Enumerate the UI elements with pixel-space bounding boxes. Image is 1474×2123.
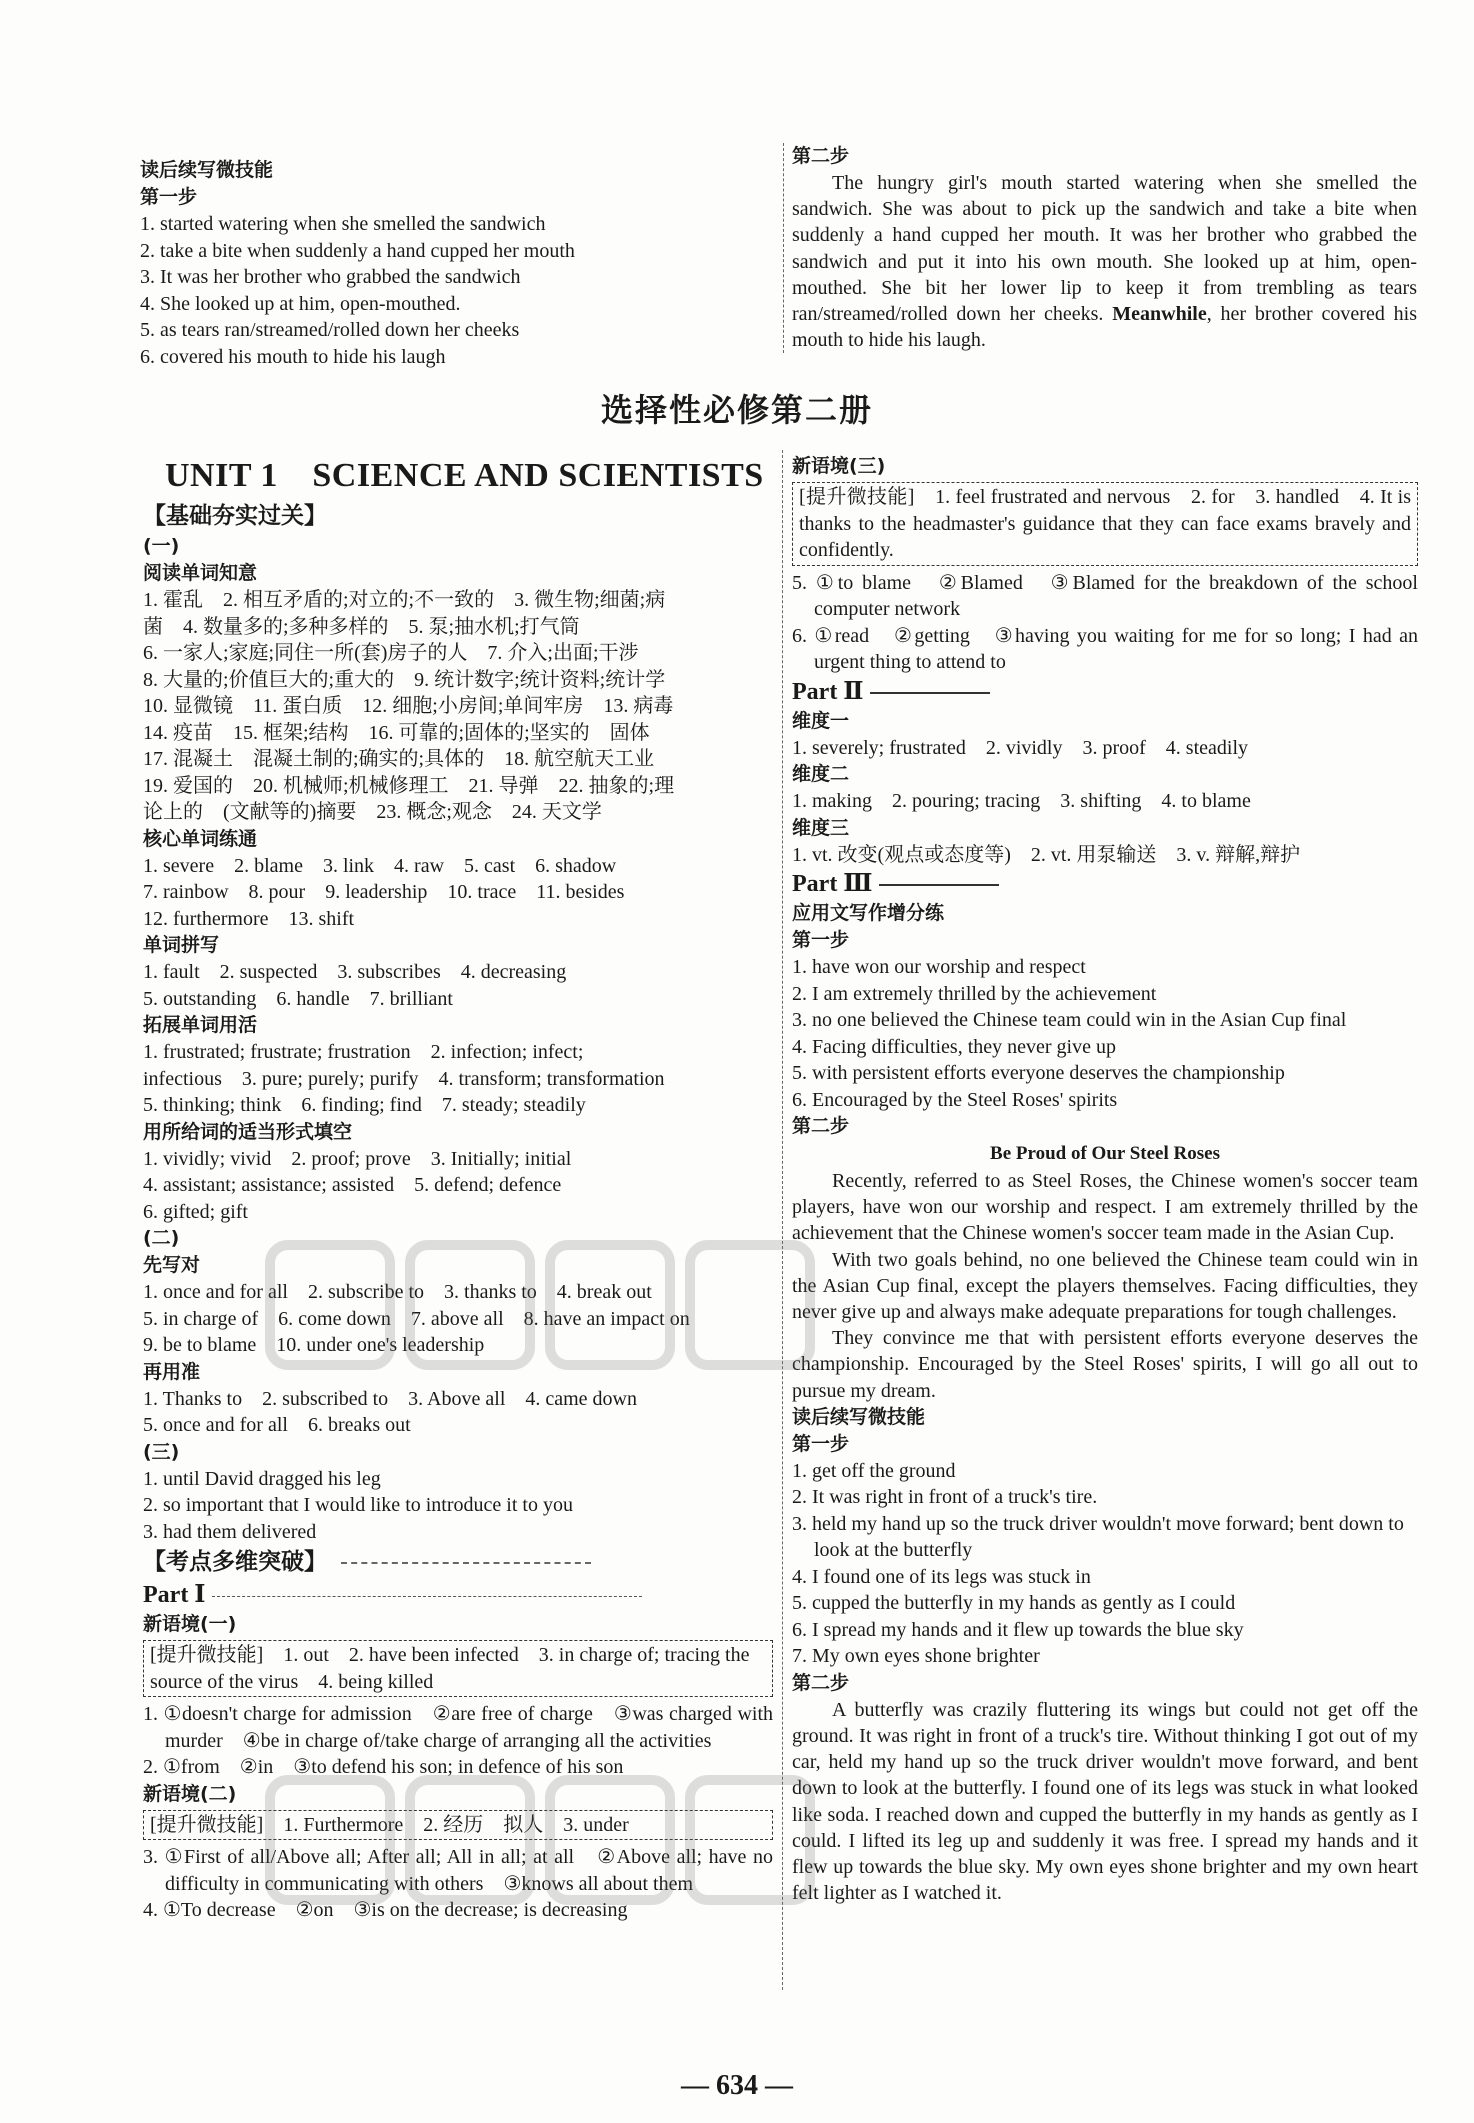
heading-reuse: 再用准: [143, 1360, 201, 1383]
answer-line: 1. vividly; vivid 2. proof; prove 3. Initially; initial: [143, 1147, 572, 1170]
answer-line: 1. fault 2. suspected 3. subscribes 4. decreasing: [143, 961, 567, 983]
answer-line: 6. covered his mouth to hide his laugh: [140, 345, 446, 368]
answer-line: 3. had them delivered: [143, 1520, 317, 1543]
answer-line: 1. Thanks to 2. subscribed to 3. Above all 4. came down: [143, 1387, 638, 1410]
dimension-3-heading: 维度三: [792, 816, 850, 839]
essay-paragraph: With two goals behind, no one believed the Chinese team could win in the Asian Cup final, except the players themselves. Facing difficulties, they never give up and always make adequate preparations for tough challenges.: [792, 1248, 1418, 1324]
heading-core-words: 核心单词练通: [143, 827, 258, 850]
subsection-3: (三): [143, 1440, 180, 1463]
answer-line: 6. Encouraged by the Steel Roses' spirits: [792, 1088, 1118, 1111]
part-rule: [870, 692, 990, 694]
step-label: 第二步: [792, 1671, 850, 1694]
step-label: 第二步: [792, 145, 850, 167]
context-3-heading: 新语境(三): [792, 455, 886, 477]
step-label: 第二步: [792, 1115, 850, 1137]
part-2-label: Part Ⅱ: [792, 678, 864, 705]
answer-line: 8. 大量的;价值巨大的;重大的 9. 统计数字;统计资料;统计学: [143, 668, 666, 691]
answer-line: infectious 3. pure; purely; purify 4. transform; transformation: [143, 1067, 665, 1090]
answer-line: 1. have won our worship and respect: [792, 956, 1086, 978]
answer-line: 5. outstanding 6. handle 7. brilliant: [143, 987, 453, 1010]
unit-title: UNIT 1 SCIENCE AND SCIENTISTS: [165, 457, 764, 494]
answer-line: 1. making 2. pouring; tracing 3. shifting 4. to blame: [792, 790, 1251, 812]
part-3-heading: [792, 868, 1418, 900]
answer-line: 5. thinking; think 6. finding; find 7. steady; steadily: [143, 1094, 586, 1116]
answer-line: 19. 爱国的 20. 机械师;机械修理工 21. 导弹 22. 抽象的;理: [143, 774, 675, 797]
step-label: 第一步: [792, 929, 850, 951]
heading-fill-forms: 用所给词的适当形式填空: [143, 1120, 353, 1143]
answer-line: 4. assistant; assistance; assisted 5. defend; defence: [143, 1174, 562, 1196]
answer-line: 1. frustrated; frustrate; frustration 2. infection; infect;: [143, 1041, 584, 1063]
essay-paragraph: They convince me that with persistent efforts everyone deserves the championship. Encouraged by the Steel Roses' spirits, I will go all out to pursue my dream.: [792, 1327, 1418, 1402]
continuation-paragraph: A butterfly was crazily fluttering its wings but could not get off the ground. It was right in front of a truck's tire. Without thinking I got out of my car, held my hand up so the truck driver wouldn't move forward, and bent down to look at the butterfly. I found one of its legs was stuck in what looked like soda. I reached down and cupped the butterfly in my hands as gently as I could. I lifted its leg up and suddenly it was free. I spread my hands and it flew up towards the blue sky. My own eyes shone brighter and my own heart felt lighter as I watched it.: [792, 1698, 1418, 1905]
answer-line: 1. vt. 改变(观点或态度等) 2. vt. 用泵输送 3. v. 辩解,辩护: [792, 843, 1301, 866]
answer-line: 9. be to blame 10. under one's leadership: [143, 1334, 485, 1356]
answer-line: 5. once and for all 6. breaks out: [143, 1414, 411, 1436]
heading-reading-words: 阅读单词知意: [143, 562, 258, 584]
answer-item: 1. ①doesn't charge for admission ②are free of charge ③was charged with murder ④be in charge of/take charge of arranging all the activities: [143, 1703, 773, 1752]
dimension-1-heading: 维度一: [792, 709, 850, 732]
answer-item: 3. ①First of all/Above all; After all; All in all; at all ②Above all; have no difficulty in communicating with others ③knows all about them: [143, 1846, 773, 1895]
heading-continuation-skills: 读后续写微技能: [792, 1405, 926, 1428]
top-left-block: [140, 157, 760, 370]
answer-line: 6. 一家人;家庭;同住一所(套)房子的人 7. 介入;出面;干涉: [143, 642, 639, 664]
heading-expand-words: 拓展单词用活: [143, 1014, 258, 1036]
answer-line: 1. until David dragged his leg: [143, 1467, 381, 1490]
answer-item: 3. no one believed the Chinese team could win in the Asian Cup final: [792, 1009, 1347, 1031]
subsection-1: (一): [143, 535, 180, 557]
answer-line: 4. I found one of its legs was stuck in: [792, 1565, 1091, 1588]
part-2-heading: [792, 676, 1418, 708]
meanwhile-word: Meanwhile: [1112, 303, 1207, 326]
answer-line: 6. gifted; gift: [143, 1200, 248, 1223]
essay-title: Be Proud of Our Steel Roses: [990, 1143, 1220, 1164]
section-rule: [341, 1562, 591, 1564]
answer-line: 4. She looked up at him, open-mouthed.: [140, 292, 461, 315]
heading-continuation-skills: 读后续写微技能: [140, 159, 274, 181]
section-foundation: 【基础夯实过关】: [143, 503, 327, 529]
skill-box-2: [提升微技能] 1. Furthermore 2. 经历 拟人 3. under: [143, 1810, 773, 1841]
answer-line: 2. I am extremely thrilled by the achievement: [792, 982, 1157, 1005]
story-ending: , her brother covered his mouth to hide his laugh.: [792, 303, 1417, 352]
dimension-2-heading: 维度二: [792, 763, 850, 785]
top-right-block: [783, 143, 1417, 353]
answer-line: 3. It was her brother who grabbed the sandwich: [140, 266, 521, 288]
step-label: 第一步: [792, 1432, 850, 1455]
step-label: 第一步: [140, 186, 198, 208]
essay-paragraph: Recently, referred to as Steel Roses, the Chinese women's soccer team players, have won our worship and respect. I am extremely thrilled by the achievement that the Chinese women's soccer team made in the Asian Cup.: [792, 1170, 1418, 1245]
answer-line: 17. 混凝土 混凝土制的;确实的;具体的 18. 航空航天工业: [143, 748, 655, 770]
context-2-heading: 新语境(二): [143, 1782, 237, 1805]
answer-line: 菌 4. 数量多的;多种多样的 5. 泵;抽水机;打气筒: [143, 615, 580, 638]
answer-line: 6. I spread my hands and it flew up towards the blue sky: [792, 1618, 1244, 1641]
answer-line: 2. so important that I would like to introduce it to you: [143, 1494, 573, 1516]
heading-write-right: 先写对: [143, 1254, 201, 1276]
answer-line: 1. get off the ground: [792, 1459, 956, 1482]
part-rule: [879, 884, 999, 886]
answer-line: 12. furthermore 13. shift: [143, 907, 355, 930]
answer-item: 4. ①To decrease ②on ③is on the decrease; is decreasing: [143, 1899, 628, 1921]
answer-line: 5. in charge of 6. come down 7. above all 8. have an impact on: [143, 1307, 690, 1330]
answer-line: 论上的 (文献等的)摘要 23. 概念;观念 24. 天文学: [143, 801, 602, 823]
story-text: The hungry girl's mouth started watering when she smelled the sandwich. She was about to pick up the sandwich and take a bite when suddenly a hand cupped her mouth. It was her brother who grabbed the sandwich and put it into his own mouth. She looked up at him, open-mouthed. She bit her lower lip to keep it from trembling as tears ran/streamed/rolled down her cheeks.: [792, 172, 1417, 326]
skill-box-1: [提升微技能] 1. out 2. have been infected 3. in charge of; tracing the source of the virus 4. being killed: [143, 1640, 773, 1697]
answer-line: 7. rainbow 8. pour 9. leadership 10. trace 11. besides: [143, 881, 625, 903]
skill-box-3: [提升微技能] 1. feel frustrated and nervous 2. for 3. handled 4. It is thanks to the headmaster's guidance that they can face exams bravely and confidently.: [792, 482, 1418, 566]
answer-line: 1. once and for all 2. subscribe to 3. thanks to 4. break out: [143, 1281, 652, 1303]
section-breakthrough-label: 【考点多维突破】: [143, 1549, 327, 1575]
answer-line: 1. severely; frustrated 2. vividly 3. proof 4. steadily: [792, 736, 1249, 759]
left-column: [143, 453, 773, 1924]
answer-line: 7. My own eyes shone brighter: [792, 1645, 1040, 1668]
answer-line: 5. with persistent efforts everyone deserves the championship: [792, 1062, 1285, 1084]
answer-line: 5. cupped the butterfly in my hands as gently as I could: [792, 1592, 1236, 1615]
answer-line: 2. take a bite when suddenly a hand cupped her mouth: [140, 239, 575, 262]
context-1-heading: 新语境(一): [143, 1613, 237, 1635]
column-divider: [782, 450, 783, 1990]
answer-line: 14. 疫苗 15. 框架;结构 16. 可靠的;固体的;坚实的 固体: [143, 721, 650, 744]
answer-line: 5. as tears ran/streamed/rolled down her cheeks: [140, 319, 520, 341]
heading-practical-writing: 应用文写作增分练: [792, 902, 945, 924]
part-1-heading: [143, 1579, 773, 1611]
page-number: — 634 —: [681, 2070, 793, 2101]
subsection-2: (二): [143, 1227, 180, 1249]
answer-line: 10. 显微镜 11. 蛋白质 12. 细胞;小房间;单间牢房 13. 病毒: [143, 695, 674, 717]
section-breakthrough: [143, 1545, 773, 1579]
part-1-label: Part Ⅰ: [143, 1582, 206, 1608]
story-paragraph: [792, 170, 1417, 353]
answer-line: 1. started watering when she smelled the sandwich: [140, 213, 546, 235]
book-title: 选择性必修第二册: [600, 391, 873, 429]
answer-item: 2. ①from ②in ③to defend his son; in defence of his son: [143, 1756, 624, 1778]
answer-line: 2. It was right in front of a truck's tire.: [792, 1486, 1098, 1509]
part-3-label: Part Ⅲ: [792, 871, 873, 897]
answer-item: 6. ①read ②getting ③having you waiting for me for so long; I had an urgent thing to attend to: [792, 624, 1418, 673]
answer-line: 1. 霍乱 2. 相互矛盾的;对立的;不一致的 3. 微生物;细菌;病: [143, 589, 666, 611]
answer-line: 4. Facing difficulties, they never give up: [792, 1035, 1116, 1058]
part-rule: [212, 1596, 642, 1597]
answer-item: 3. held my hand up so the truck driver wouldn't move forward; bent down to look at the butterfly: [792, 1512, 1404, 1562]
answer-line: 1. severe 2. blame 3. link 4. raw 5. cast 6. shadow: [143, 854, 617, 877]
answer-item: 5. ①to blame ②Blamed ③Blamed for the breakdown of the school computer network: [792, 571, 1418, 620]
heading-spelling: 单词拼写: [143, 934, 220, 956]
right-column: [792, 453, 1418, 1906]
